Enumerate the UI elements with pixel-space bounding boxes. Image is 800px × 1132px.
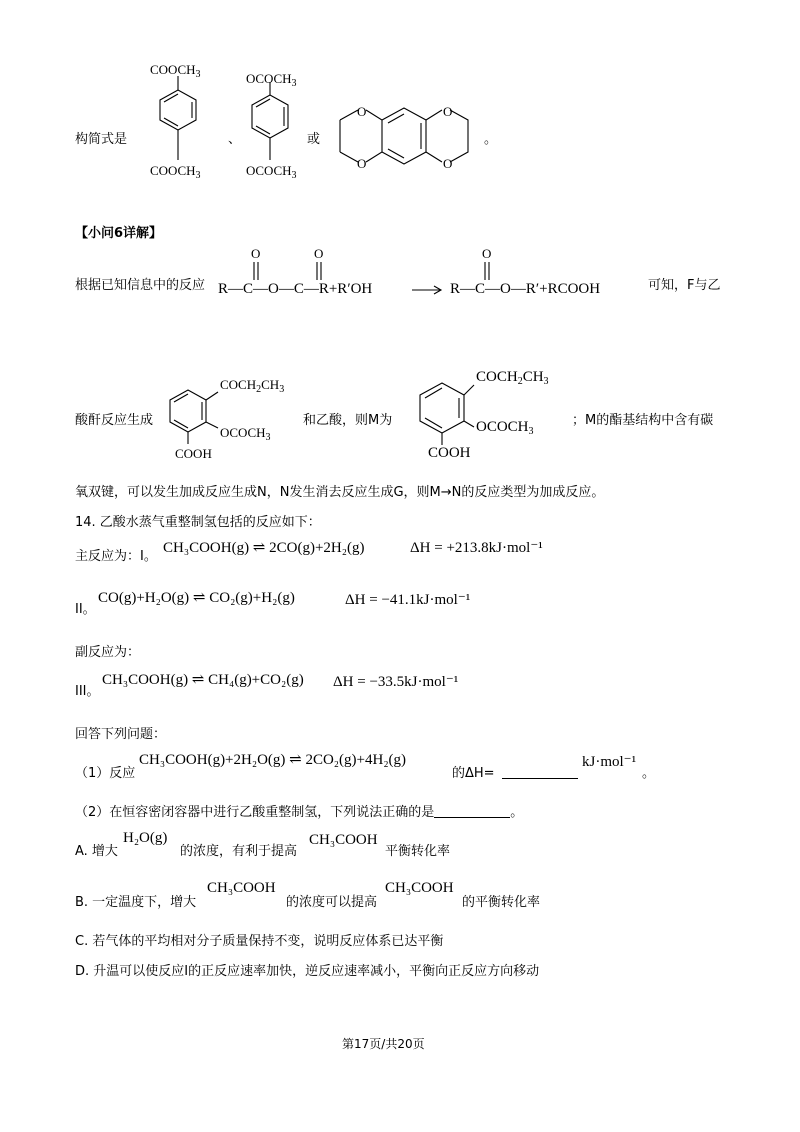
reaction-3-equation: CH₃COOH(g) ⇌ CH₄(g)+CO₂(g) bbox=[102, 672, 304, 688]
reaction-2-dh: ΔH = −41.1kJ·mol⁻¹ bbox=[345, 592, 471, 608]
option-b-text-3: 的平衡转化率 bbox=[462, 895, 541, 910]
product-small-acid: COOH bbox=[175, 446, 212, 461]
anhydride-prefix: 酸酐反应生成 bbox=[75, 413, 154, 428]
part1-dh-label: 的ΔH= bbox=[452, 766, 495, 781]
main-reaction-label: 主反应为：I。 bbox=[75, 549, 157, 564]
option-d[interactable]: D. 升温可以使反应I的正反应速率加快，逆反应速率减小，平衡向正反应方向移动 bbox=[75, 964, 540, 979]
option-a-text-3: 平衡转化率 bbox=[385, 844, 451, 859]
option-b[interactable]: B. 一定温度下，增大 bbox=[75, 895, 197, 910]
part1-end: 。 bbox=[642, 766, 656, 781]
reaction-2-equation: CO(g)+H₂O(g) ⇌ CO₂(g)+H₂(g) bbox=[98, 590, 295, 606]
option-a-formula-1: H₂O(g) bbox=[123, 830, 168, 846]
reaction-1-equation: CH₃COOH(g) ⇌ 2CO(g)+2H₂(g) bbox=[163, 540, 365, 556]
q14-title: 14. 乙酸水蒸气重整制氢包括的反应如下： bbox=[75, 515, 321, 530]
struct-prefix-text: 构简式是 bbox=[75, 132, 128, 147]
separator-comma: 、 bbox=[228, 132, 242, 147]
answer-prompt: 回答下列问题： bbox=[75, 727, 167, 742]
end-period: 。 bbox=[484, 132, 498, 147]
product-m-acid: COOH bbox=[428, 445, 471, 461]
part2-answer-blank[interactable] bbox=[434, 817, 510, 818]
option-a-formula-2: CH₃COOH bbox=[309, 832, 378, 848]
product-m-acyl: $COCH_2CH_3$ bbox=[476, 369, 549, 387]
mol-b-top-label: $OCOCH_3$ bbox=[246, 71, 297, 89]
part1-equation: CH₃COOH(g)+2H₂O(g) ⇌ 2CO₂(g)+4H₂(g) bbox=[139, 752, 407, 768]
mol-c-o2: O bbox=[357, 156, 367, 171]
reaction-2-label: II。 bbox=[75, 602, 96, 617]
reaction-1-dh: ΔH = +213.8kJ·mol⁻¹ bbox=[410, 540, 543, 556]
product-small-ester: $OCOCH_3$ bbox=[220, 425, 271, 443]
page-footer: 第17页/共20页 bbox=[342, 1037, 425, 1051]
product-small-acyl: $COCH_2CH_3$ bbox=[220, 377, 285, 395]
reaction-prefix: 根据已知信息中的反应 bbox=[75, 278, 206, 293]
reaction-lhs: R—C—O—C—R+R′OH bbox=[218, 281, 373, 297]
product-m-ester: $OCOCH_3$ bbox=[476, 419, 534, 437]
reaction-rhs: R—C—O—R′+RCOOH bbox=[450, 281, 601, 297]
part2-question: （2）在恒容密闭容器中进行乙酸重整制氢，下列说法正确的是 。 bbox=[75, 805, 524, 820]
part1-prefix: （1）反应 bbox=[75, 766, 136, 781]
anhydride-mid: 和乙酸，则M为 bbox=[303, 413, 393, 428]
side-reaction-label: 副反应为： bbox=[75, 645, 141, 660]
reaction-suffix: 可知，F与乙 bbox=[648, 278, 721, 293]
reaction-3-dh: ΔH = −33.5kJ·mol⁻¹ bbox=[333, 674, 459, 690]
mol-c-o3: O bbox=[443, 104, 453, 119]
option-c[interactable]: C. 若气体的平均相对分子质量保持不变，说明反应体系已达平衡 bbox=[75, 934, 444, 949]
mol-c-o4: O bbox=[443, 156, 453, 171]
conclusion-text: 氧双键，可以发生加成反应生成N，N发生消去反应生成G，则M→N的反应类型为加成反应。 bbox=[75, 485, 605, 500]
mol-a-top-label: $COOCH_3$ bbox=[150, 62, 201, 80]
option-b-text-2: 的浓度可以提高 bbox=[286, 895, 378, 910]
section-heading: 【小问6详解】 bbox=[75, 226, 163, 241]
anhydride-suffix: ；M的酯基结构中含有碳 bbox=[572, 413, 714, 428]
mol-b-bottom-label: $OCOCH_3$ bbox=[246, 163, 297, 181]
option-a-text-2: 的浓度，有利于提高 bbox=[180, 844, 298, 859]
part1-unit: kJ·mol⁻¹ bbox=[582, 754, 637, 770]
carbonyl-o-3: O bbox=[482, 246, 492, 261]
option-a[interactable]: A. 增大 bbox=[75, 844, 118, 859]
reaction-3-label: III。 bbox=[75, 684, 100, 699]
part1-answer-blank[interactable] bbox=[502, 764, 578, 779]
mol-c-o1: O bbox=[357, 104, 367, 119]
or-text: 或 bbox=[307, 132, 321, 147]
option-b-formula-1: CH₃COOH bbox=[207, 880, 276, 896]
reaction-carbonyl-bonds bbox=[0, 0, 800, 320]
mol-a-bottom-label: $COOCH_3$ bbox=[150, 163, 201, 181]
carbonyl-o-1: O bbox=[251, 246, 261, 261]
option-b-formula-2: CH₃COOH bbox=[385, 880, 454, 896]
carbonyl-o-2: O bbox=[314, 246, 324, 261]
